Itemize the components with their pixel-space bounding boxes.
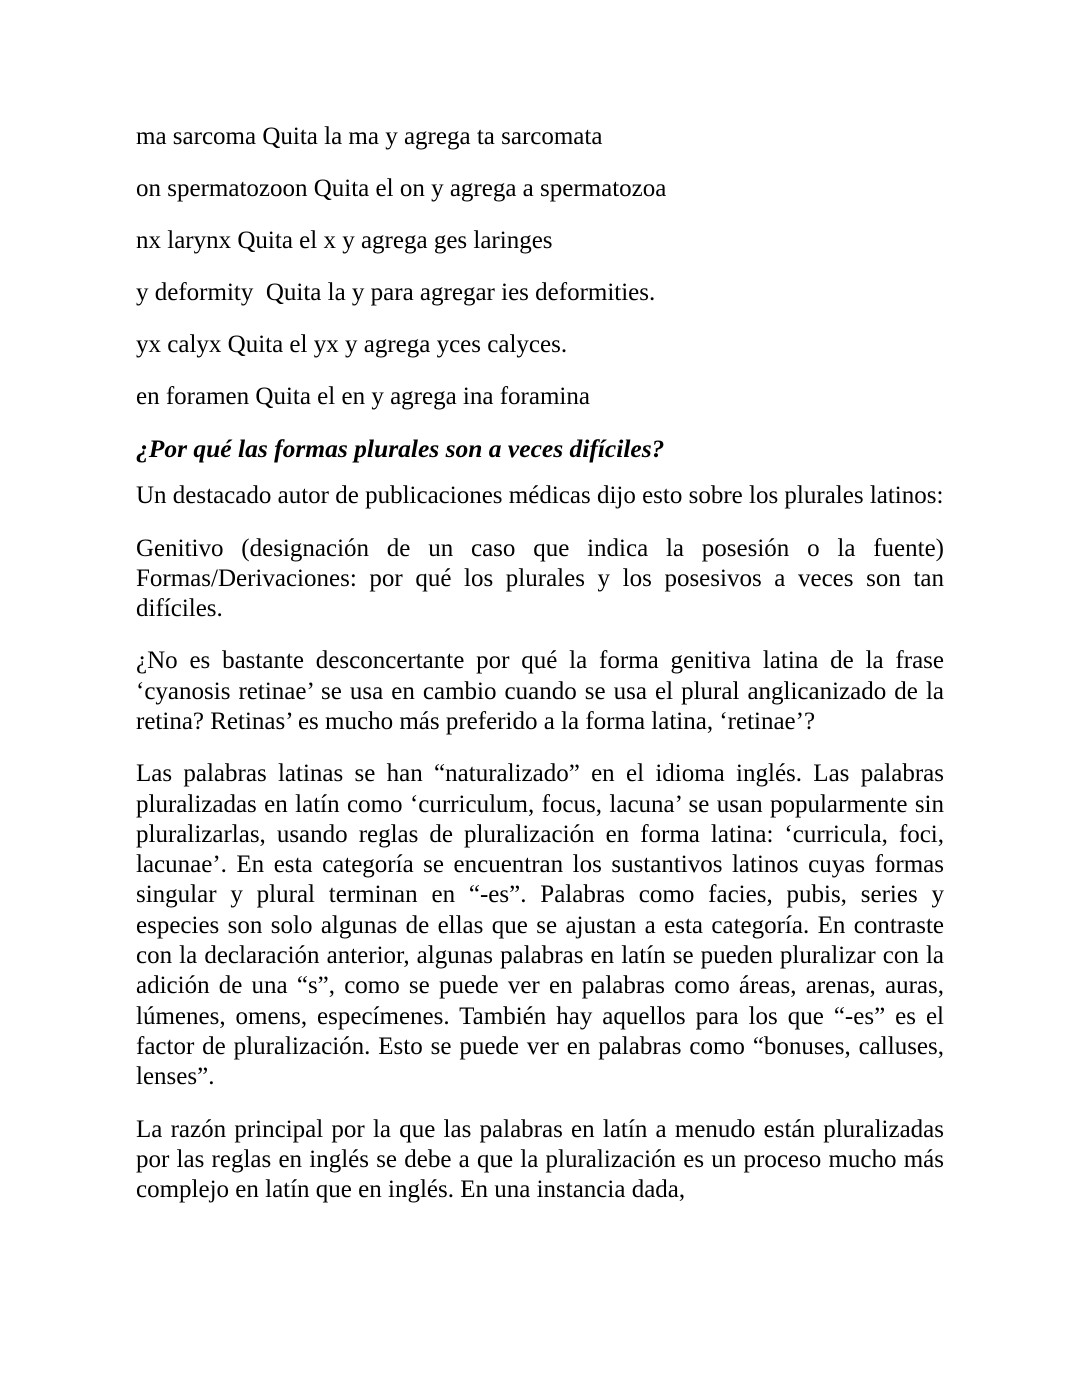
plural-rule-ma: ma sarcoma Quita la ma y agrega ta sarcomata [136, 123, 603, 150]
paragraph-intro: Un destacado autor de publicaciones médicas dijo esto sobre los plurales latinos: [136, 482, 944, 510]
paragraph-main-reason: La razón principal por la que las palabras en latín a menudo están pluralizadas por las reglas en inglés se debe a que la pluralización es un proceso mucho más complejo en latín que en inglés. En una instancia dada, [136, 1115, 944, 1204]
document-page [136, 122, 944, 1227]
paragraph-naturalized: Las palabras latinas se han “naturalizado” en el idioma inglés. Las palabras pluralizadas en latín como ‘curriculum, focus, lacuna’ se usan popularmente sin pluralizarlas, usando reglas de pluralización en forma latina: ‘curricula, foci, lacunae’. En esta categoría se encuentran los sustantivos latinos cuyas formas singular y plural terminan en “-es”. Palabras como facies, pubis, series y especies son solo algunas de ellas que se ajustan a esta categoría. En contraste con la declaración anterior, algunas palabras en latín se pueden pluralizar con la adición de una “s”, como se puede ver en palabras como áreas, arenas, auras, lúmenes, omens, especímenes. También hay aquellos para los que “-es” es el factor de pluralización. Esto se puede ver en palabras como “bonuses, calluses, lenses”. [136, 760, 944, 1091]
plural-rule-nx: nx larynx Quita el x y agrega ges laringes [136, 226, 553, 254]
plural-rule-on: on spermatozoon Quita el on y agrega a spermatozoa [136, 174, 667, 202]
paragraph-genitive: Genitivo (designación de un caso que indica la posesión o la fuente) Formas/Derivaciones: por qué los plurales y los posesivos a veces son tan difíciles. [136, 534, 944, 623]
plural-rule-yx: yx calyx Quita el yx y agrega yces calyces. [136, 330, 568, 358]
section-heading: ¿Por qué las formas plurales son a veces difíciles? [136, 433, 665, 463]
plural-rule-y: y deformity Quita la y para agregar ies deformities. [136, 278, 656, 306]
paragraph-retinae: ¿No es bastante desconcertante por qué la forma genitiva latina de la frase ‘cyanosis retinae’ se usa en cambio cuando se usa el plural anglicanizado de la retina? Retinas’ es mucho más preferido a la forma latina, ‘retinae’? [136, 647, 944, 735]
plural-rule-en: en foramen Quita el en y agrega ina foramina [136, 382, 590, 410]
